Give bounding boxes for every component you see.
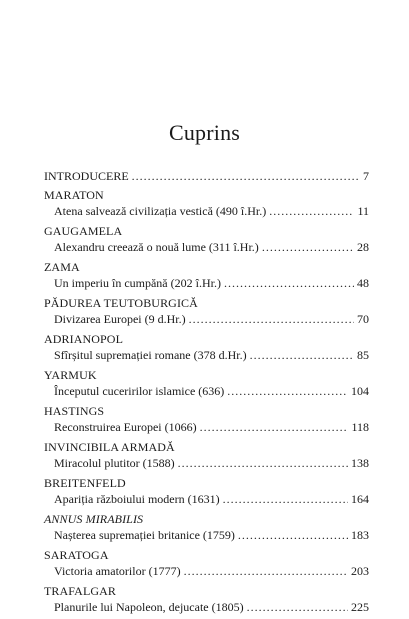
dot-leader bbox=[132, 168, 360, 184]
toc-entry-subtitle: Nașterea supremației britanice (1759) bbox=[54, 528, 235, 542]
toc-entry-heading: TRAFALGAR bbox=[44, 584, 117, 598]
dot-leader bbox=[238, 527, 348, 543]
toc-entry[interactable] bbox=[44, 331, 369, 363]
dot-leader bbox=[223, 491, 348, 507]
toc-entry-subtitle: Reconstruirea Europei (1066) bbox=[54, 420, 197, 434]
toc-entry[interactable] bbox=[44, 583, 369, 615]
toc-page-number: 203 bbox=[351, 564, 369, 578]
toc-entry-heading: BREITENFELD bbox=[44, 476, 126, 490]
toc-entry-heading: HASTINGS bbox=[44, 404, 105, 418]
dot-leader bbox=[247, 599, 348, 615]
toc-entry[interactable] bbox=[44, 511, 369, 543]
toc-entry[interactable] bbox=[44, 259, 369, 291]
toc-page-number: 225 bbox=[351, 600, 369, 614]
dot-leader bbox=[269, 203, 354, 219]
toc-page-number: 183 bbox=[351, 528, 369, 542]
toc-entry[interactable] bbox=[44, 439, 369, 471]
toc-entry-subtitle: Planurile lui Napoleon, dejucate (1805) bbox=[54, 600, 244, 614]
toc-entry-subtitle: Miracolul plutitor (1588) bbox=[54, 456, 175, 470]
toc-page-number: 118 bbox=[351, 420, 369, 434]
toc-entry-heading: INVINCIBILA ARMADĂ bbox=[44, 440, 175, 454]
toc-page-number: 104 bbox=[351, 384, 369, 398]
toc-entry-title: INTRODUCERE bbox=[44, 169, 129, 183]
toc-page-number: 164 bbox=[351, 492, 369, 506]
dot-leader bbox=[178, 455, 348, 471]
page-title: Cuprins bbox=[168, 120, 241, 145]
toc-entry-heading: YARMUK bbox=[44, 368, 97, 382]
toc-entry[interactable] bbox=[44, 475, 369, 507]
toc-entry-subtitle: Apariția războiului modern (1631) bbox=[54, 492, 220, 506]
toc-page-number: 138 bbox=[351, 456, 369, 470]
dot-leader bbox=[262, 239, 354, 255]
toc-page-number: 48 bbox=[357, 276, 369, 290]
dot-leader bbox=[227, 383, 348, 399]
toc-entry-subtitle: Alexandru creează o nouă lume (311 î.Hr.) bbox=[54, 240, 259, 254]
toc-entry[interactable] bbox=[44, 295, 369, 327]
toc-entry-heading: PĂDUREA TEUTOBURGICĂ bbox=[44, 296, 198, 310]
toc-entry-subtitle: Începutul cuceririlor islamice (636) bbox=[54, 384, 225, 398]
toc-entry-heading: SARATOGA bbox=[44, 548, 109, 562]
dot-leader bbox=[224, 275, 354, 291]
table-of-contents bbox=[44, 168, 369, 619]
toc-entry-subtitle: Atena salvează civilizația vestică (490 î.Hr.) bbox=[54, 204, 267, 218]
toc-entry-heading: GAUGAMELA bbox=[44, 224, 123, 238]
toc-entry-heading: ANNUS MIRABILIS bbox=[44, 512, 144, 526]
toc-entry-heading: ADRIANOPOL bbox=[44, 332, 123, 346]
dot-leader bbox=[250, 347, 354, 363]
toc-entry-heading: MARATON bbox=[44, 188, 104, 202]
toc-entry[interactable] bbox=[44, 367, 369, 399]
toc-entry[interactable] bbox=[44, 223, 369, 255]
toc-entry-introducere[interactable] bbox=[44, 168, 369, 184]
toc-entry-subtitle: Divizarea Europei (9 d.Hr.) bbox=[54, 312, 186, 326]
toc-entry-subtitle: Un imperiu în cumpănă (202 î.Hr.) bbox=[54, 276, 221, 290]
dot-leader bbox=[189, 311, 354, 327]
dot-leader bbox=[200, 419, 349, 435]
toc-entry[interactable] bbox=[44, 403, 369, 435]
toc-entry-subtitle: Sfîrșitul supremației romane (378 d.Hr.) bbox=[54, 348, 247, 362]
toc-page-number: 7 bbox=[363, 169, 369, 183]
toc-page-number: 11 bbox=[357, 204, 369, 218]
toc-page-number: 85 bbox=[357, 348, 369, 362]
toc-entry-subtitle: Victoria amatorilor (1777) bbox=[54, 564, 181, 578]
toc-entry-heading: ZAMA bbox=[44, 260, 80, 274]
toc-entry[interactable] bbox=[44, 187, 369, 219]
toc-page-number: 70 bbox=[357, 312, 369, 326]
toc-page-number: 28 bbox=[357, 240, 369, 254]
dot-leader bbox=[184, 563, 348, 579]
toc-entry[interactable] bbox=[44, 547, 369, 579]
